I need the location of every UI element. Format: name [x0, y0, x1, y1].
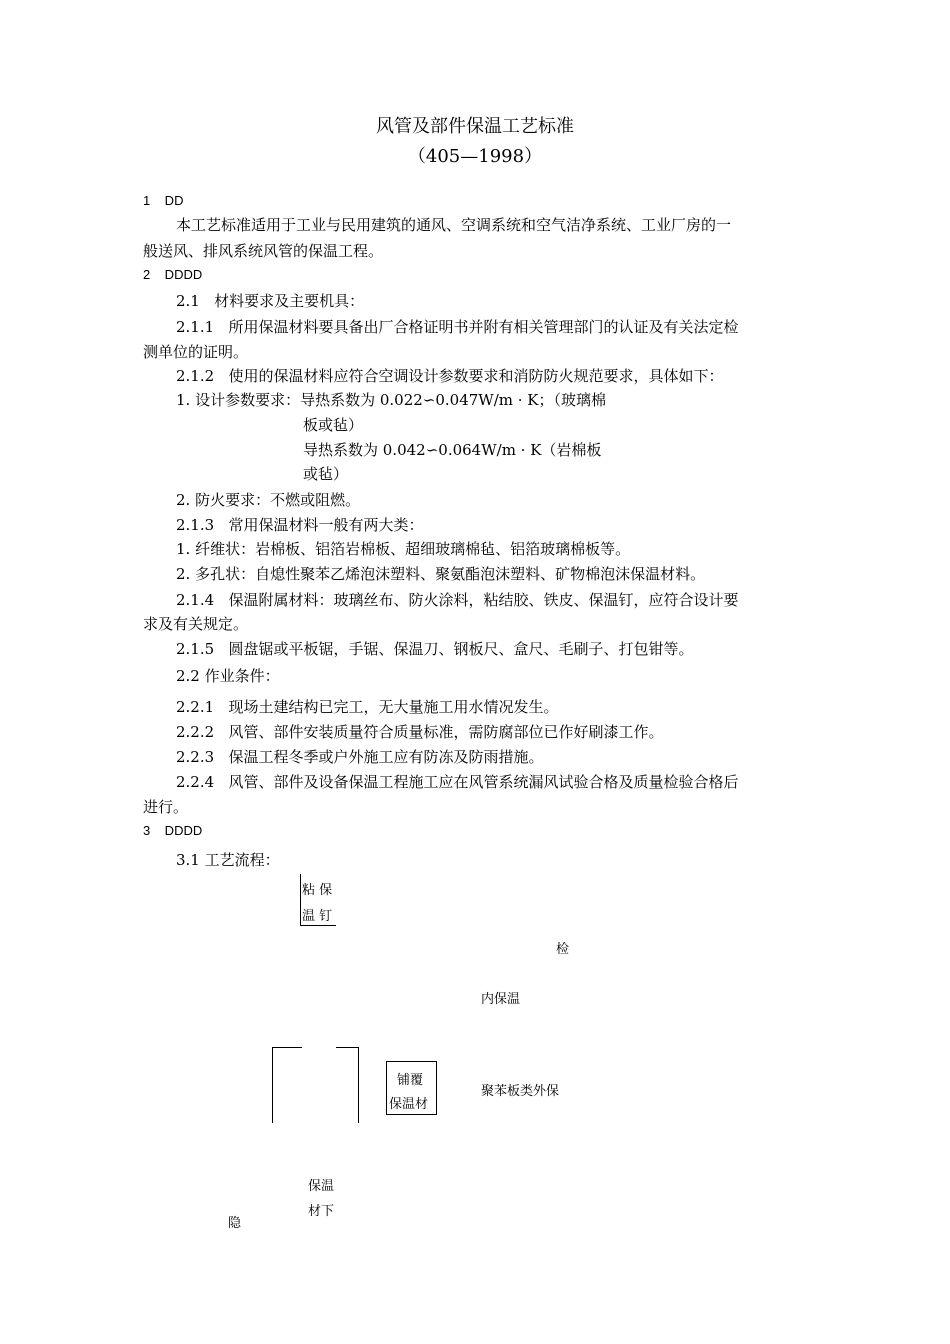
- design-params-line-4: 或毡）: [303, 465, 349, 483]
- section-2-heading: 2 DDDD: [143, 267, 203, 282]
- para-2-1: 2.1 材料要求及主要机具：: [176, 292, 365, 310]
- flow-box-lay-insulation: [386, 1061, 437, 1115]
- flow-box-glue-pins: [300, 874, 336, 926]
- doc-title: 风管及部件保温工艺标准: [376, 116, 574, 137]
- flow-fragment-concealed: 隐: [228, 1216, 242, 1231]
- para-2-1-4-line-2: 求及有关规定。: [143, 615, 249, 633]
- porous-materials: 2. 多孔状：自熄性聚苯乙烯泡沫塑料、聚氨酯泡沫塑料、矿物棉泡沫保温材料。: [176, 565, 706, 583]
- design-params-line-2: 板或毡）: [303, 416, 364, 434]
- flow-fragment-inner-insulation: 内保温: [481, 992, 521, 1007]
- section-1-body-line-1: 本工艺标准适用于工业与民用建筑的通风、空调系统和空气洁净系统、工业厂房的一: [176, 216, 732, 234]
- flow-label-insulation: 保温: [308, 1179, 335, 1194]
- flow-fragment-inspect: 检: [556, 942, 570, 957]
- design-params-line-1: 1. 设计参数要求：导热系数为 0.022∽0.047W/m · K；（玻璃棉: [176, 391, 607, 409]
- flow-box-lay-insulation-line-2: 保温材: [389, 1097, 429, 1112]
- para-2-2: 2.2 作业条件：: [176, 667, 280, 685]
- flow-label-material-below: 材下: [308, 1204, 335, 1219]
- flow-bracket-left-line: [272, 1047, 273, 1123]
- para-2-1-5: 2.1.5 圆盘锯或平板锯，手锯、保温刀、钢板尺、盒尺、毛刷子、打包钳等。: [176, 640, 694, 658]
- para-2-2-4-line-2: 进行。: [143, 798, 189, 816]
- para-2-1-4-line-1: 2.1.4 保温附属材料：玻璃丝布、防火涂料，粘结胶、铁皮、保温钉，应符合设计要: [176, 591, 739, 609]
- flow-bracket-right-top: [336, 1047, 359, 1048]
- doc-subtitle: （405—1998）: [407, 146, 543, 167]
- flow-box-glue-pins-line-2: 温 钉: [302, 909, 333, 924]
- flow-box-lay-insulation-line-1: 铺覆: [397, 1073, 424, 1088]
- para-2-2-2: 2.2.2 风管、部件安装质量符合质量标准，需防腐部位已作好刷漆工作。: [176, 723, 664, 741]
- section-3-heading: 3 DDDD: [143, 823, 203, 838]
- flow-bracket-left-top: [272, 1047, 302, 1048]
- para-2-1-2: 2.1.2 使用的保温材料应符合空调设计参数要求和消防防火规范要求，具体如下：: [176, 367, 724, 385]
- section-1-body-line-2: 般送风、排风系统风管的保温工程。: [143, 242, 384, 260]
- para-2-2-4-line-1: 2.2.4 风管、部件及设备保温工程施工应在风管系统漏风试验合格及质量检验合格后: [176, 773, 739, 791]
- para-2-1-3: 2.1.3 常用保温材料一般有两大类：: [176, 516, 424, 534]
- design-params-line-3: 导热系数为 0.042∽0.064W/m · K（岩棉板: [303, 441, 602, 459]
- flow-box-glue-pins-line-1: 粘 保: [302, 883, 333, 898]
- para-2-1-1-line-1: 2.1.1 所用保温材料要具备出厂合格证明书并附有相关管理部门的认证及有关法定检: [176, 318, 739, 336]
- flow-fragment-polystyrene: 聚苯板类外保: [481, 1084, 560, 1099]
- fire-requirement: 2. 防火要求：不燃或阻燃。: [176, 491, 361, 509]
- para-2-1-1-line-2: 测单位的证明。: [143, 343, 249, 361]
- para-3-1: 3.1 工艺流程：: [176, 851, 280, 869]
- section-1-heading: 1 DD: [143, 193, 184, 208]
- para-2-2-1: 2.2.1 现场土建结构已完工，无大量施工用水情况发生。: [176, 698, 559, 716]
- para-2-2-3: 2.2.3 保温工程冬季或户外施工应有防冻及防雨措施。: [176, 748, 544, 766]
- flow-bracket-right-line: [358, 1047, 359, 1123]
- fiber-materials: 1. 纤维状：岩棉板、铝箔岩棉板、超细玻璃棉毡、铝箔玻璃棉板等。: [176, 540, 631, 558]
